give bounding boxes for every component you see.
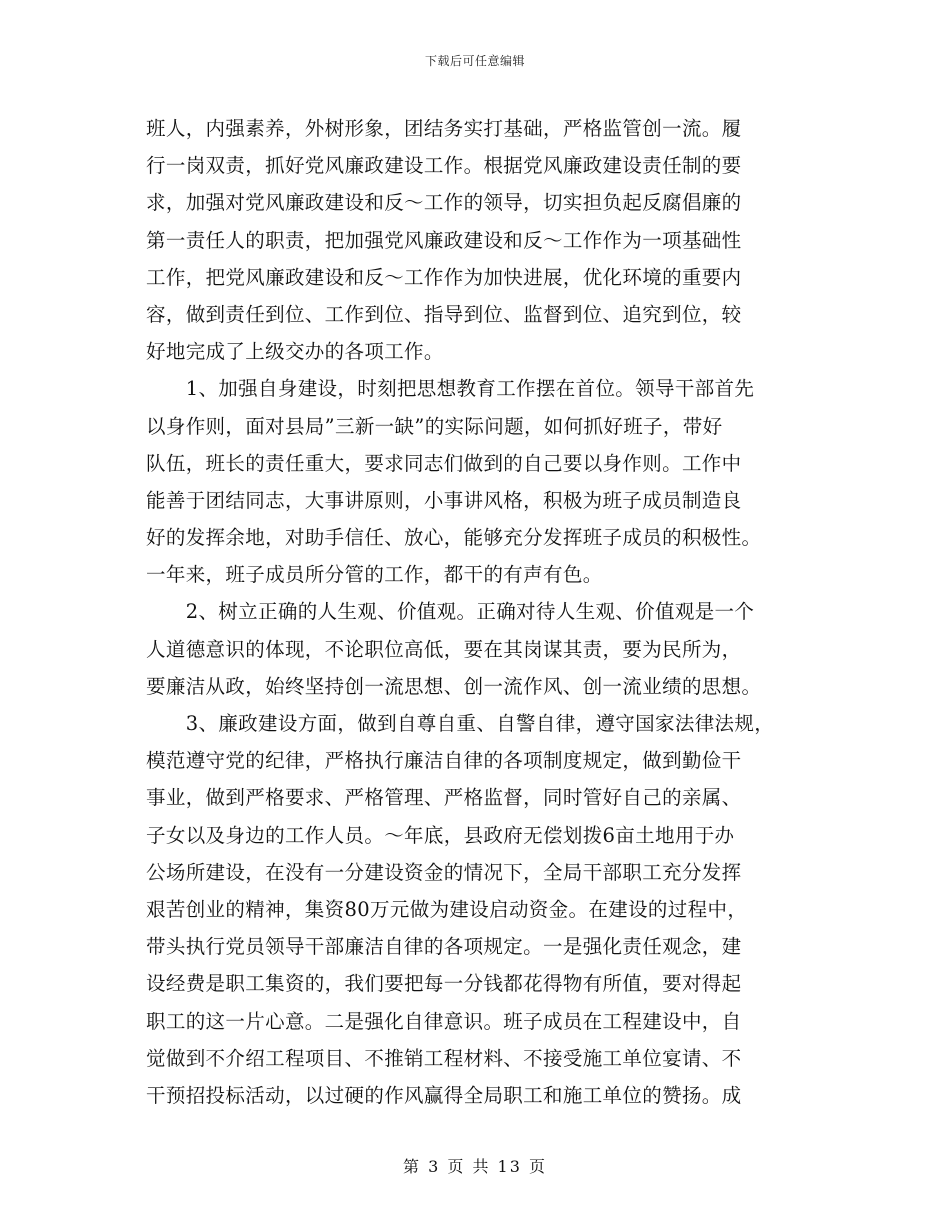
text-line: 2、树立正确的人生观、价值观。正确对待人生观、价值观是一个 <box>146 600 755 624</box>
text-line: 艰苦创业的精神，集资80万元做为建设启动资金。在建设的过程中， <box>146 897 748 921</box>
text-line: 1、加强自身建设，时刻把思想教育工作摆在首位。领导干部首先 <box>146 377 755 401</box>
text-line: 一年来，班子成员所分管的工作，都干的有声有色。 <box>146 563 603 587</box>
text-line: 模范遵守党的纪律，严格执行廉洁自律的各项制度规定，做到勤俭干 <box>146 749 742 773</box>
text-line: 觉做到不介绍工程项目、不推销工程材料、不接受施工单位宴请、不 <box>146 1046 742 1070</box>
text-line: 求，加强对党风廉政建设和反～工作的领导，切实担负起反腐倡廉的 <box>146 191 742 215</box>
text-line: 子女以及身边的工作人员。～年底，县政府无偿划拨6亩土地用于办 <box>146 823 735 847</box>
text-line: 要廉洁从政，始终坚持创一流思想、创一流作风、创一流业绩的思想。 <box>146 674 762 698</box>
text-line: 公场所建设，在没有一分建设资金的情况下，全局干部职工充分发挥 <box>146 860 742 884</box>
text-line: 以身作则，面对县局”三新一缺”的实际问题，如何抓好班子，带好 <box>146 414 723 438</box>
text-line: 容，做到责任到位、工作到位、指导到位、监督到位、追究到位，较 <box>146 302 742 326</box>
text-line: 事业，做到严格要求、严格管理、严格监督，同时管好自己的亲属、 <box>146 786 742 810</box>
text-line: 职工的这一片心意。二是强化自律意识。班子成员在工程建设中，自 <box>146 1009 742 1033</box>
page-number: 第 3 页 共 13 页 <box>403 1157 547 1176</box>
text-line: 干预招投标活动，以过硬的作风赢得全局职工和施工单位的赞扬。成 <box>146 1083 742 1107</box>
text-line: 第一责任人的职责，把加强党风廉政建设和反～工作作为一项基础性 <box>146 228 742 252</box>
text-line: 工作，把党风廉政建设和反～工作作为加快进展，优化环境的重要内 <box>146 265 742 289</box>
text-line: 班人，内强素养，外树形象，团结务实打基础，严格监管创一流。履 <box>146 117 742 140</box>
text-line: 3、廉政建设方面，做到自尊自重、自警自律，遵守国家法律法规， <box>146 712 775 735</box>
page-header: 下载后可任意编辑 <box>424 54 525 68</box>
text-line: 行一岗双责，抓好党风廉政建设工作。根据党风廉政建设责任制的要 <box>146 154 742 178</box>
text-line: 好的发挥余地，对助手信任、放心，能够充分发挥班子成员的积极性。 <box>146 526 762 550</box>
text-line: 队伍，班长的责任重大，要求同志们做到的自己要以身作则。工作中 <box>146 451 742 475</box>
text-line: 人道德意识的体现，不论职位高低，要在其岗谋其责，要为民所为， <box>146 637 742 661</box>
text-line: 带头执行党员领导干部廉洁自律的各项规定。一是强化责任观念，建 <box>146 935 742 959</box>
text-line: 好地完成了上级交办的各项工作。 <box>146 340 444 364</box>
body-text <box>146 110 806 1114</box>
text-line: 设经费是职工集资的，我们要把每一分钱都花得物有所值，要对得起 <box>146 972 742 996</box>
text-line: 能善于团结同志，大事讲原则，小事讲风格，积极为班子成员制造良 <box>146 488 742 512</box>
